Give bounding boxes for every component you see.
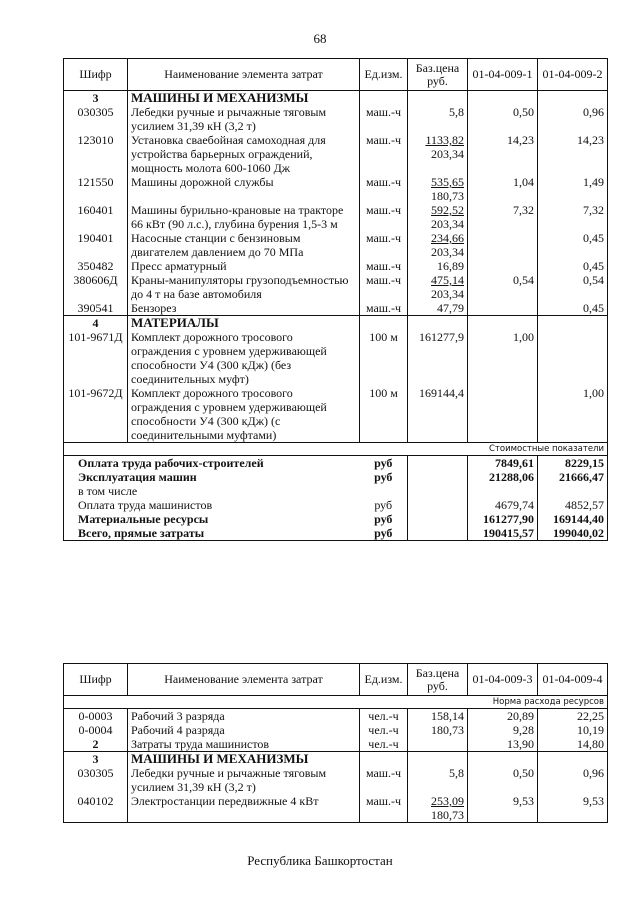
table-row: [64, 133, 608, 175]
header-name: Наименование элемента затрат: [128, 664, 360, 696]
resource-code: 121550: [64, 175, 128, 203]
summary-unit: руб: [360, 512, 408, 526]
group-code: 3: [64, 91, 128, 106]
resource-table-1: [63, 58, 608, 541]
resource-unit: маш.-ч: [360, 301, 408, 316]
resource-unit: маш.-ч: [360, 231, 408, 259]
header-name: Наименование элемента затрат: [128, 59, 360, 91]
empty-cell: [538, 752, 608, 767]
resource-name: Рабочий 4 разряда: [128, 723, 360, 737]
resource-code: 0-0004: [64, 723, 128, 737]
base-price-cell: [408, 766, 468, 794]
summary-unit: руб: [360, 526, 408, 541]
summary-label: Оплата труда рабочих-строителей: [64, 456, 360, 471]
group-title: МАШИНЫ И МЕХАНИЗМЫ: [128, 752, 360, 767]
table-row: [64, 273, 608, 301]
base-price: 253,09: [431, 794, 464, 808]
empty-cell: [468, 316, 538, 331]
summary-label: Оплата труда машинистов: [64, 498, 360, 512]
table-header-row: [64, 59, 608, 91]
base-price-cell: [408, 231, 468, 259]
summary-row: [64, 526, 608, 541]
resource-unit: 100 м: [360, 386, 408, 443]
base-price-cell: [408, 105, 468, 133]
table-row: [64, 709, 608, 724]
base-price-cell: [408, 386, 468, 443]
summary-caption-row: [64, 443, 608, 456]
empty-cell: [360, 91, 408, 106]
group-code: 4: [64, 316, 128, 331]
resource-unit: маш.-ч: [360, 175, 408, 203]
summary-value-1: 7849,61: [468, 456, 538, 471]
norm-value-2: 14,80: [538, 737, 608, 752]
norm-value-1: 0,50: [468, 105, 538, 133]
table-row: [64, 766, 608, 794]
summary-row: [64, 456, 608, 471]
resource-name: Комплект дорожного тросового ограждения с уровнем удерживающей способности У4 (300 кДж) (с соединительными муфтами): [128, 386, 360, 443]
norm-value-1: 13,90: [468, 737, 538, 752]
resource-name: Комплект дорожного тросового ограждения с уровнем удерживающей способности У4 (300 кДж) (без соединительных муфт): [128, 330, 360, 386]
norm-value-1: [468, 231, 538, 259]
norm-value-2: 0,54: [538, 273, 608, 301]
base-price-cell: [408, 273, 468, 301]
resource-name: Рабочий 3 разряда: [128, 709, 360, 724]
table-row: [64, 386, 608, 443]
summary-value-1: 4679,74: [468, 498, 538, 512]
summary-label: в том числе: [64, 484, 360, 498]
page-footer: Республика Башкортостан: [247, 853, 393, 868]
norm-value-1: [468, 301, 538, 316]
norm-value-1: 0,54: [468, 273, 538, 301]
norm-value-2: 0,96: [538, 766, 608, 794]
header-price: Баз.цена руб.: [408, 59, 468, 91]
summary-unit: руб: [360, 498, 408, 512]
summary-label: Эксплуатация машин: [64, 470, 360, 484]
norm-value-1: 1,04: [468, 175, 538, 203]
summary-caption: Стоимостные показатели: [64, 443, 608, 456]
header-col3: 01-04-009-3: [468, 664, 538, 696]
summary-value-2: 8229,15: [538, 456, 608, 471]
table-row: [64, 231, 608, 259]
summary-value-2: [538, 484, 608, 498]
header-col1: 01-04-009-1: [468, 59, 538, 91]
resource-name: Краны-манипуляторы грузоподъемностью до 4 т на базе автомобиля: [128, 273, 360, 301]
summary-unit: [360, 484, 408, 498]
empty-cell: [468, 91, 538, 106]
resource-unit: 100 м: [360, 330, 408, 386]
table-row: [64, 105, 608, 133]
table-row: [64, 175, 608, 203]
norm-value-1: 14,23: [468, 133, 538, 175]
header-price: Баз.цена руб.: [408, 664, 468, 696]
base-price: 47,79: [437, 301, 464, 315]
group-header-row: [64, 316, 608, 331]
resource-unit: чел.-ч: [360, 709, 408, 724]
group-code: 3: [64, 752, 128, 767]
base-price: 5,8: [449, 105, 464, 119]
table-row: [64, 301, 608, 316]
norm-value-2: 22,25: [538, 709, 608, 724]
norm-value-1: 9,28: [468, 723, 538, 737]
empty-cell: [408, 91, 468, 106]
base-price: 592,52: [431, 203, 464, 217]
base-price-cell: [408, 794, 468, 823]
empty-cell: [408, 752, 468, 767]
resource-code: 030305: [64, 766, 128, 794]
header-code: Шифр: [64, 59, 128, 91]
resource-name: Машины бурильно-крановые на тракторе 66 кВт (90 л.с.), глубина бурения 1,5-3 м: [128, 203, 360, 231]
summary-row: [64, 498, 608, 512]
base-price-cell: [408, 709, 468, 724]
base-price-cell: [408, 175, 468, 203]
empty-cell: [408, 498, 468, 512]
empty-cell: [538, 91, 608, 106]
empty-cell: [408, 512, 468, 526]
table-body: [64, 696, 608, 823]
summary-row: [64, 470, 608, 484]
resource-unit: чел.-ч: [360, 723, 408, 737]
resource-code: 190401: [64, 231, 128, 259]
table-row: [64, 203, 608, 231]
empty-cell: [360, 316, 408, 331]
summary-value-2: 169144,40: [538, 512, 608, 526]
group-header-row: [64, 752, 608, 767]
resource-name: Затраты труда машинистов: [128, 737, 360, 752]
resource-unit: маш.-ч: [360, 105, 408, 133]
summary-row: [64, 484, 608, 498]
group-title: МАШИНЫ И МЕХАНИЗМЫ: [128, 91, 360, 106]
norm-value-2: 0,45: [538, 301, 608, 316]
base-price: 161277,9: [419, 330, 464, 344]
norm-value-2: 1,00: [538, 386, 608, 443]
resource-unit: маш.-ч: [360, 766, 408, 794]
resource-code: 101-9672Д: [64, 386, 128, 443]
table-row: [64, 794, 608, 823]
empty-cell: [468, 752, 538, 767]
base-price-wage: 203,34: [431, 217, 464, 231]
header-unit: Ед.изм.: [360, 59, 408, 91]
resource-code: 040102: [64, 794, 128, 823]
norm-caption-row: [64, 696, 608, 709]
base-price: 180,73: [431, 723, 464, 737]
resource-code: 123010: [64, 133, 128, 175]
resource-name: Бензорез: [128, 301, 360, 316]
norm-value-2: 10,19: [538, 723, 608, 737]
norm-value-1: 1,00: [468, 330, 538, 386]
base-price-wage: 203,34: [431, 147, 464, 161]
base-price-cell: [408, 203, 468, 231]
resource-unit: чел.-ч: [360, 737, 408, 752]
empty-cell: [408, 316, 468, 331]
base-price-wage: 180,73: [431, 808, 464, 822]
norm-value-2: [538, 330, 608, 386]
empty-cell: [408, 484, 468, 498]
norm-value-1: [468, 259, 538, 273]
base-price: 158,14: [431, 709, 464, 723]
header-col2: 01-04-009-2: [538, 59, 608, 91]
base-price-cell: [408, 259, 468, 273]
norm-value-1: 20,89: [468, 709, 538, 724]
summary-unit: руб: [360, 470, 408, 484]
summary-value-2: 199040,02: [538, 526, 608, 541]
summary-unit: руб: [360, 456, 408, 471]
resource-code: 160401: [64, 203, 128, 231]
header-unit: Ед.изм.: [360, 664, 408, 696]
resource-name: Лебедки ручные и рычажные тяговым усилием 31,39 кН (3,2 т): [128, 766, 360, 794]
resource-name: Насосные станции с бензиновым двигателем давлением до 70 МПа: [128, 231, 360, 259]
summary-label: Всего, прямые затраты: [64, 526, 360, 541]
base-price-cell: [408, 737, 468, 752]
empty-cell: [360, 752, 408, 767]
resource-name: Лебедки ручные и рычажные тяговым усилием 31,39 кН (3,2 т): [128, 105, 360, 133]
resource-code: 2: [64, 737, 128, 752]
table-header-row: [64, 664, 608, 696]
summary-label: Материальные ресурсы: [64, 512, 360, 526]
resource-unit: маш.-ч: [360, 273, 408, 301]
resource-code: 390541: [64, 301, 128, 316]
base-price: 5,8: [449, 766, 464, 780]
resource-name: Машины дорожной службы: [128, 175, 360, 203]
group-title: МАТЕРИАЛЫ: [128, 316, 360, 331]
table-row: [64, 330, 608, 386]
base-price-wage: 203,34: [431, 245, 464, 259]
base-price: 475,14: [431, 273, 464, 287]
resource-name: Установка сваебойная самоходная для устройства барьерных ограждений, мощность молота 600-1060 Дж: [128, 133, 360, 175]
summary-value-2: 4852,57: [538, 498, 608, 512]
resource-code: 350482: [64, 259, 128, 273]
page-number: 68: [313, 31, 327, 46]
resource-code: 380606Д: [64, 273, 128, 301]
norm-value-2: 9,53: [538, 794, 608, 823]
summary-value-1: 21288,06: [468, 470, 538, 484]
norm-value-2: 0,45: [538, 259, 608, 273]
table-row: [64, 723, 608, 737]
table-body: [64, 91, 608, 541]
resource-code: 101-9671Д: [64, 330, 128, 386]
group-header-row: [64, 91, 608, 106]
norm-caption: Норма расхода ресурсов: [64, 696, 608, 709]
norm-value-1: [468, 386, 538, 443]
resource-name: Пресс арматурный: [128, 259, 360, 273]
header-col4: 01-04-009-4: [538, 664, 608, 696]
base-price-wage: 180,73: [431, 189, 464, 203]
resource-unit: маш.-ч: [360, 259, 408, 273]
base-price: 535,65: [431, 175, 464, 189]
base-price: 169144,4: [419, 386, 464, 400]
resource-unit: маш.-ч: [360, 203, 408, 231]
resource-code: 030305: [64, 105, 128, 133]
table-row: [64, 737, 608, 752]
base-price: 234,66: [431, 231, 464, 245]
empty-cell: [408, 470, 468, 484]
norm-value-2: 14,23: [538, 133, 608, 175]
base-price-cell: [408, 330, 468, 386]
norm-value-2: 0,45: [538, 231, 608, 259]
summary-value-2: 21666,47: [538, 470, 608, 484]
norm-value-1: 0,50: [468, 766, 538, 794]
base-price-cell: [408, 723, 468, 737]
summary-row: [64, 512, 608, 526]
base-price-wage: 203,34: [431, 287, 464, 301]
summary-value-1: [468, 484, 538, 498]
summary-value-1: 190415,57: [468, 526, 538, 541]
resource-unit: маш.-ч: [360, 794, 408, 823]
empty-cell: [408, 526, 468, 541]
norm-value-2: 1,49: [538, 175, 608, 203]
norm-value-2: 0,96: [538, 105, 608, 133]
base-price-cell: [408, 301, 468, 316]
norm-value-2: 7,32: [538, 203, 608, 231]
base-price-cell: [408, 133, 468, 175]
empty-cell: [538, 316, 608, 331]
resource-table-2: [63, 663, 608, 823]
summary-value-1: 161277,90: [468, 512, 538, 526]
norm-value-1: 9,53: [468, 794, 538, 823]
norm-value-1: 7,32: [468, 203, 538, 231]
empty-cell: [408, 456, 468, 471]
base-price: 16,89: [437, 259, 464, 273]
resource-code: 0-0003: [64, 709, 128, 724]
table-row: [64, 259, 608, 273]
base-price: 1133,82: [425, 133, 464, 147]
header-code: Шифр: [64, 664, 128, 696]
resource-unit: маш.-ч: [360, 133, 408, 175]
resource-name: Электростанции передвижные 4 кВт: [128, 794, 360, 823]
